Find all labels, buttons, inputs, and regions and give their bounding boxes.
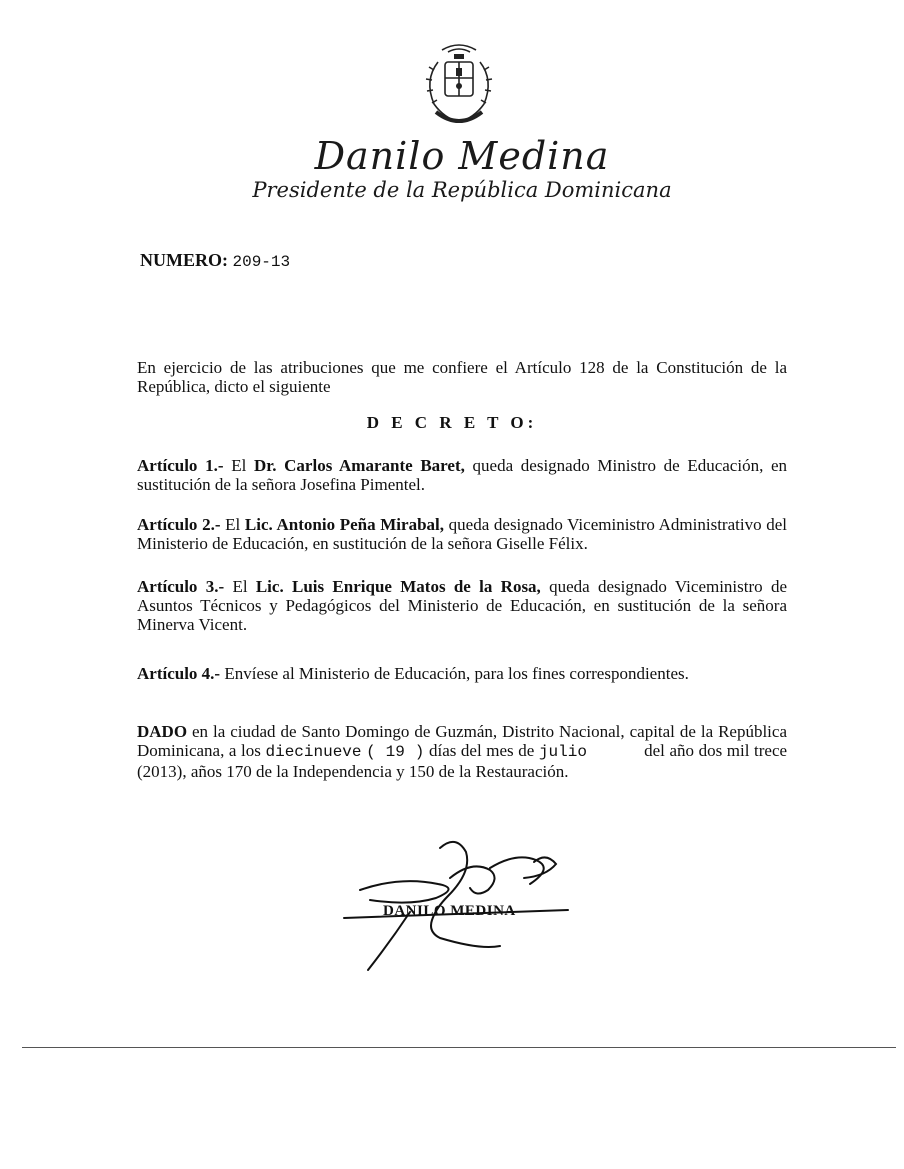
coat-of-arms-seal [418,40,500,132]
article-text: queda designado Viceministro de Asuntos Técnicos y Pedagógicos del Ministerio de Educación, en sustitución de la señora Minerva Vicent. [137,577,787,634]
dado-paragraph [137,722,787,781]
article-1 [137,456,787,494]
president-name-script: Danilo Medina [314,134,610,178]
bottom-divider [22,1047,896,1048]
article-label: Artículo 4.- [137,664,221,683]
decreto-heading: D E C R E T O: [366,413,538,432]
president-title-script: Presidente de la República Dominicana [252,178,672,202]
article-4 [137,664,787,683]
intro-paragraph: En ejercicio de las atribuciones que me confiere el Artículo 128 de la Constitución de la República, dicto el siguiente [137,358,787,396]
article-appointee: Dr. Carlos Amarante Baret, [253,456,465,475]
article-pre: El [232,577,248,596]
article-appointee: Lic. Antonio Peña Mirabal, [244,515,444,534]
article-pre: El [225,515,241,534]
article-text: queda designado Viceministro Administrativo del Ministerio de Educación, en sustitución de la señora Giselle Félix. [137,515,787,553]
article-appointee: Lic. Luis Enrique Matos de la Rosa, [255,577,541,596]
signature-name: DANILO MEDINA [383,903,516,919]
article-label: Artículo 3.- [137,577,225,596]
article-label: Artículo 2.- [137,515,221,534]
article-pre: El [231,456,247,475]
dado-day-words: diecinueve [265,743,362,761]
dado-label: DADO [137,722,188,741]
decree-number [140,250,290,271]
article-label: Artículo 1.- [137,456,224,475]
dado-text-3: del año dos mil trece (2013), años 170 de la Independencia y 150 de la Restauración. [137,741,788,781]
numero-value: 209-13 [232,253,291,271]
article-3 [137,577,787,634]
article-text: Envíese al Ministerio de Educación, para los fines correspondientes. [224,664,689,683]
dado-text-2: días del mes de [428,741,535,760]
numero-label: NUMERO: [140,250,228,270]
article-2 [137,515,787,553]
dado-text-1: en la ciudad de Santo Domingo de Guzmán, Distrito Nacional, capital de la República Dominicana, a los [137,722,787,760]
dado-day-number: ( 19 ) [366,743,425,761]
article-text: queda designado Ministro de Educación, en sustitución de la señora Josefina Pimentel. [137,456,788,494]
dado-month: julio [538,743,587,761]
